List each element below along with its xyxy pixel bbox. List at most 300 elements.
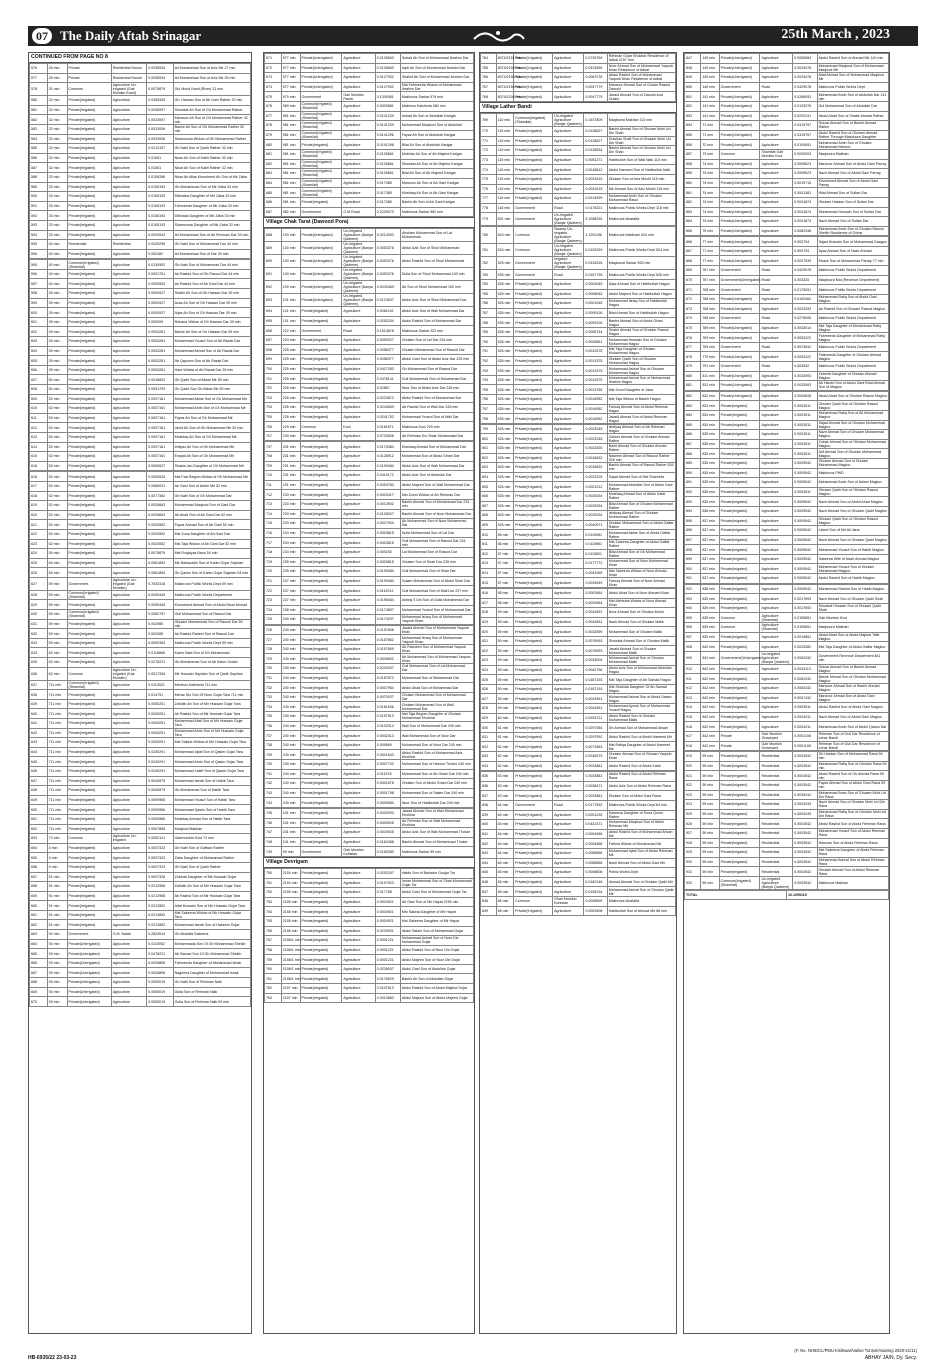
serial-cell: 890	[685, 468, 701, 478]
serial-cell: 747	[265, 828, 282, 838]
serial-cell: 674	[265, 82, 282, 92]
ownership-cell: Private(Irrigated)	[514, 194, 553, 204]
table-row	[685, 92, 889, 102]
ownership-cell: Private(Unirrigated)	[67, 987, 111, 997]
owner-cell: Mohammad Yousuf Son of Abdul Rehman Rana	[817, 828, 888, 838]
area-cell: 0.0005251	[147, 719, 174, 729]
table-row	[265, 345, 474, 355]
owner-cell: Makhroos Maidhani 524 min	[607, 227, 675, 244]
area-cell: 0.0212968	[147, 891, 174, 901]
table-row	[30, 862, 251, 872]
serial-cell: 824	[481, 665, 497, 675]
land-schedule-table	[29, 63, 251, 259]
owner-cell: Ghulam Ahmad Son of Ghulam Mohammad Magloo	[817, 458, 888, 468]
ownership-cell: Private(Irrigated)	[67, 413, 111, 423]
land-type-cell: Agriculture	[760, 140, 793, 150]
area-cell: 0.0055019	[147, 997, 174, 1007]
table-row	[265, 664, 474, 674]
area-cell: 0.0041381	[793, 188, 817, 198]
ownership-cell: Private(Irrigated)	[300, 712, 342, 722]
serial-cell: 707	[265, 442, 282, 452]
owner-cell: Public Works Dept	[607, 868, 675, 878]
land-type-cell: Agriculture	[553, 155, 584, 165]
serial-cell: 909	[685, 651, 701, 664]
table-row	[481, 279, 676, 289]
area-cell: 0.0003542	[793, 752, 817, 762]
khasra-cell: 839 min	[701, 632, 719, 642]
area-cell: 0.0003542	[793, 838, 817, 848]
owner-cell: Manzoor Ahmad Son of Gulam Rasool Zarooki	[607, 82, 675, 92]
table-row	[685, 497, 889, 507]
owner-cell: Mukhtar Ah Son of Ab Majeed Karigar	[400, 149, 473, 159]
land-schedule-table	[264, 53, 474, 217]
area-cell: 0.0007858	[147, 824, 174, 834]
area-cell: 0.0032593	[793, 371, 817, 381]
table-row	[30, 404, 251, 414]
owner-cell: Nageena Daughter of Mohammad Ishak	[173, 968, 250, 978]
owner-cell: Nazir Ahmad Son of Ghulam Qadir Magloo	[817, 506, 888, 516]
serial-cell: 667	[30, 968, 48, 978]
owner-cell: Gh Qadir Son of Akbar Mir 50 min	[173, 375, 250, 385]
owner-cell: Mohammad Son of Abdul Ghani Dar	[400, 452, 473, 462]
ownership-cell: Private(Irrigated)	[719, 712, 760, 722]
serial-cell: 629	[30, 600, 48, 610]
khasra-cell: 526 min	[496, 424, 514, 434]
land-type-cell: Agriculture	[342, 750, 375, 760]
table-row	[30, 814, 251, 824]
newspaper-logo	[468, 27, 528, 45]
serial-cell: 634	[30, 648, 48, 658]
ownership-cell: Private(Irrigated)	[300, 798, 342, 808]
area-cell: 0.0442371	[584, 820, 607, 830]
area-cell: 0.0040879	[147, 786, 174, 796]
table-row	[685, 401, 889, 411]
table-row	[685, 159, 889, 169]
serial-cell: 930	[685, 857, 701, 867]
area-cell: 0.0175384	[375, 442, 400, 452]
ownership-cell: Private(Irrigated)	[514, 752, 553, 762]
area-cell: 0.0007161	[147, 394, 174, 404]
area-cell: 0.1613878	[375, 326, 400, 336]
table-row	[685, 140, 889, 150]
owner-cell: Mohammad Amin Son of Abdul Qadoo Dar	[817, 722, 888, 732]
serial-cell: 624	[30, 549, 48, 559]
khasra-cell: 768 min	[701, 294, 719, 304]
land-type-cell: Agriculture	[342, 159, 375, 169]
table-row	[265, 897, 474, 907]
area-cell: 0.0478221	[147, 949, 174, 959]
owner-cell: Gul Mohammad Son of Abdullah Dar	[817, 101, 888, 111]
khasra-cell: 64 min	[496, 800, 514, 810]
khasra-cell: 980 min	[281, 101, 300, 111]
land-type-cell: Agriculture	[342, 412, 375, 422]
ownership-cell: Common(Irrigated) (Shamilat)	[514, 113, 553, 126]
area-cell: 0.0181871	[375, 422, 400, 432]
khasra-cell: 842 min	[701, 664, 719, 674]
area-cell: 0.0106193	[147, 192, 174, 202]
khasra-cell: 711 min	[47, 757, 67, 767]
ownership-cell: Private(Irrigated)	[67, 853, 111, 863]
table-row	[685, 420, 889, 430]
owner-cell: Sajad Ahmad Son of Ghulam Mohammad Magloo	[817, 420, 888, 430]
table-row	[685, 111, 889, 121]
ownership-cell: Private(Irrigated)	[300, 760, 342, 770]
ownership-cell: Private(Irrigated)	[719, 584, 760, 594]
serial-cell: 845	[481, 868, 497, 878]
khasra-cell: 91 min	[47, 910, 67, 920]
khasra-cell: 981 min	[281, 111, 300, 121]
land-type-cell: Agriculture	[553, 656, 584, 666]
table-row	[481, 155, 676, 165]
land-type-cell: Agriculture	[111, 891, 146, 901]
table-row	[265, 964, 474, 974]
owner-cell: Gh Mohammad Son of Rasool Dar	[400, 364, 473, 374]
serial-cell: 818	[481, 608, 497, 618]
serial-cell: 692	[265, 281, 282, 294]
khasra-cell: 100 min	[281, 268, 300, 281]
land-type-cell: Residential	[760, 819, 793, 829]
area-cell: 0.0007432	[793, 693, 817, 703]
area-cell: 0.0141239	[375, 111, 400, 121]
area-cell: 0.0199484	[375, 576, 400, 586]
khasra-cell: 59 min	[47, 638, 67, 648]
land-type-cell: Agriculture	[342, 779, 375, 789]
khasra-cell: 711 min	[47, 690, 67, 700]
khasra-cell: 2156/1 min	[281, 955, 300, 965]
table-row	[30, 73, 251, 83]
owner-cell: Mst Taja Daughter of Abdul Gaffar Magloo	[817, 642, 888, 652]
ownership-cell: Private(Irrigated)	[719, 554, 760, 564]
ownership-cell: Private(Unirrigated)	[719, 207, 760, 217]
ownership-cell: Common(Irrigated) (Shamilat)	[67, 590, 111, 600]
owner-cell: Mohammad Ashraf Son of Noor Din Mohammad Gojar	[400, 936, 473, 946]
ownership-cell: Government	[719, 82, 760, 92]
land-type-cell: Agriculture	[111, 260, 146, 270]
owner-cell: Abdul Rashid Son of Ghulam Ahmad Rather Through Masdoora Daughter	[817, 130, 888, 140]
owner-cell: Mohammad Yousuf Son of Habib Tara	[173, 795, 250, 805]
owner-cell: Mohammada Son Of Gh Mohammad Sheikh	[173, 939, 250, 949]
table-row	[685, 809, 889, 819]
area-cell: 0.0016952	[584, 395, 607, 405]
area-cell: 0.0003417	[375, 490, 400, 500]
serial-cell: 724	[265, 605, 282, 615]
table-row	[481, 257, 676, 270]
khasra-cell: 711 min	[47, 728, 67, 738]
table-row	[481, 906, 676, 916]
owner-cell: Subad Ah Son of Mohammad Ibrahim Dar	[400, 54, 473, 64]
land-type-cell: Agriculture	[111, 987, 146, 997]
ownership-cell: Private(Irrigated)	[514, 404, 553, 414]
ownership-cell: Private(Irrigated)	[300, 625, 342, 635]
ownership-cell: Private(Unirrigated)	[719, 304, 760, 314]
masthead	[28, 26, 918, 46]
land-type-cell: Agriculture	[111, 423, 146, 433]
land-type-cell: Agriculture	[553, 868, 584, 878]
table-row	[265, 692, 474, 702]
khasra-cell: 842 min	[701, 712, 719, 722]
serial-cell: 753	[265, 897, 282, 907]
khasra-cell: 52 min	[47, 481, 67, 491]
area-cell: 0.0009445	[147, 590, 174, 600]
area-cell: 0.0429078	[793, 82, 817, 92]
land-type-cell: Agriculture	[111, 279, 146, 289]
ownership-cell: Private(Irrigated)	[300, 461, 342, 471]
serial-cell: 645	[30, 757, 48, 767]
land-type-cell: Agriculture	[342, 101, 375, 111]
serial-cell: 766	[481, 73, 497, 83]
table-row	[30, 539, 251, 549]
table-row	[685, 664, 889, 674]
table-row	[30, 96, 251, 106]
khasra-cell: 59 min	[701, 876, 719, 889]
area-cell: 0.017385	[375, 197, 400, 207]
area-cell: 0.017385	[375, 178, 400, 188]
table-row	[30, 709, 251, 719]
owner-cell: Abdul Rashid Son of Abdul Hameed Mir	[607, 732, 675, 742]
khasra-cell: 39 min	[47, 289, 67, 299]
owner-cell: Abdul Aziz Son of Abdul Rehman Rana	[607, 781, 675, 791]
khasra-cell: 59 min	[496, 684, 514, 694]
khasra-cell: 52 min	[47, 529, 67, 539]
land-type-cell: Agriculture	[342, 442, 375, 452]
land-type-cell: Agriculture	[553, 539, 584, 549]
khasra-cell: 59 min	[701, 838, 719, 848]
ownership-cell: Private(Irrigated)	[67, 105, 111, 115]
land-type-cell: Agriculture	[342, 140, 375, 150]
govt-note: (F. No. NHIDCL/PMU Kishtwar/Vailoo Tunnel/Awaring 2020-21/11)	[794, 1348, 917, 1353]
ownership-cell: Private(Irrigated)	[514, 636, 553, 646]
table-row	[685, 449, 889, 459]
area-cell: 0.009669	[375, 740, 400, 750]
owner-cell: Mohammad Yousuf Son of Ab Razak Dar	[173, 337, 250, 347]
serial-cell: 805	[481, 482, 497, 492]
owner-cell: Nazir Ahmad Son of Abdul Gani Mir	[607, 858, 675, 868]
land-type-cell: Agriculture	[111, 501, 146, 511]
ownership-cell: Private(Unirrigated)	[719, 101, 760, 111]
khasra-cell: 116 min	[496, 203, 514, 213]
owner-cell: Mir Bahauddin Son of Karim Gojar Sayidan	[173, 558, 250, 568]
serial-cell: 669	[30, 987, 48, 997]
owner-cell: Khursheed Ahmad Son of Abdul Nisar Ahmad	[173, 600, 250, 610]
table-row	[265, 557, 474, 567]
khasra-cell: 2157 min	[281, 993, 300, 1003]
khasra-cell: 62 min	[47, 648, 67, 658]
serial-cell: 838	[481, 800, 497, 810]
khasra-cell: 59 min	[701, 800, 719, 810]
ownership-cell: Private(Unirrigated)	[300, 229, 342, 242]
land-schedule-table	[29, 471, 251, 1006]
area-cell: 0.0016832	[584, 463, 607, 473]
khasra-cell: 835 min	[701, 468, 719, 478]
serial-cell: 683	[265, 169, 282, 179]
land-type-cell: Agriculture	[760, 594, 793, 604]
land-type-cell: Agriculture	[342, 73, 375, 83]
owner-cell: Gh Ahmad Son of Mohammad Ahsan	[607, 723, 675, 733]
area-cell: 0.0009542	[793, 526, 817, 536]
owner-cell: Hilal Ahmad Son of Sultan Dar	[817, 188, 888, 198]
area-cell: 0.0037939	[793, 256, 817, 266]
land-schedule-table	[264, 808, 474, 857]
area-cell: 0.0041069	[584, 568, 607, 578]
land-type-cell: Agriculture	[553, 559, 584, 569]
area-cell: 0.0106193	[147, 211, 174, 221]
ownership-cell: Private(Irrigated)	[67, 211, 111, 221]
land-type-cell: Residential	[760, 780, 793, 790]
khasra-cell: 40 min	[47, 240, 67, 250]
ownership-cell: Private(Irrigated)	[67, 163, 111, 173]
serial-cell: 755	[265, 916, 282, 926]
area-cell: 0.0067278	[584, 73, 607, 83]
owner-cell: Ab Gani Son of Mir Hayat 2155 min	[400, 897, 473, 907]
ownership-cell: Government	[514, 213, 553, 226]
table-row	[481, 375, 676, 385]
khasra-cell: 141 min	[701, 111, 719, 121]
serial-cell: 740	[265, 760, 282, 770]
owner-cell: Abdul Aziz Son of Wali Mohammad Dar	[400, 307, 473, 317]
area-cell: 0.0003542	[793, 867, 817, 877]
owner-cell: Mohammad Ayoub Son of Mohammad Yousuf Hagoo	[607, 704, 675, 714]
table-row	[481, 598, 676, 608]
ownership-cell: Private(Irrigated)	[719, 857, 760, 867]
owner-cell: Showkat Hussain Son of Ghulam Qadir Shah	[817, 603, 888, 613]
land-type-cell: Agriculture	[342, 355, 375, 365]
ownership-cell: Private(Irrigated)	[514, 63, 553, 73]
serial-cell: 762	[265, 984, 282, 994]
serial-cell: 595	[30, 240, 48, 250]
table-row	[481, 568, 676, 578]
serial-cell: 717	[265, 538, 282, 548]
khasra-cell: 77 min	[701, 246, 719, 256]
owner-cell: Azaz Ah Son of Gh Hassan Dar 39 min	[173, 298, 250, 308]
table-row	[265, 993, 474, 1003]
land-type-cell: Residential	[760, 800, 793, 810]
owner-cell: Bashir Ahmad Son of Rasool Rather 526 min	[607, 463, 675, 473]
owner-cell: Mst Taja Daughter of Ab Samad Hagoo	[607, 675, 675, 685]
khasra-cell: 140 min	[701, 82, 719, 92]
owner-cell: Zahidin Ah Son of Mir Hussain Gojar Tara	[173, 699, 250, 709]
land-type-cell: Agriculture	[111, 269, 146, 279]
ownership-cell: Private(Irrigated)	[67, 289, 111, 299]
table-row	[685, 478, 889, 488]
land-type-cell: Residential	[760, 828, 793, 838]
owner-cell: Ghulam Son of Abdul Ghani Dar 240 min	[400, 779, 473, 789]
khasra-cell: 39 min	[47, 365, 67, 375]
owner-cell: Mst Sakeena Daughter of Mir Hayat	[400, 916, 473, 926]
owner-cell: Mohammad Abdullah Son of Abdul Gani Rather	[607, 482, 675, 492]
land-type-cell: Agriculture	[342, 974, 375, 984]
area-cell: 0.0023225	[584, 472, 607, 482]
ownership-cell: Private(Unirrigated)	[719, 256, 760, 266]
table-row	[30, 520, 251, 530]
area-cell: 0.0025295	[147, 240, 174, 250]
khasra-cell: 835 min	[701, 449, 719, 459]
ownership-cell: Private(Irrigated)	[300, 974, 342, 984]
serial-cell: 803	[481, 463, 497, 473]
owner-cell: Maqboora Sarkar 525 min	[607, 257, 675, 270]
table-row	[30, 365, 251, 375]
khasra-cell: 526 min	[496, 491, 514, 501]
serial-cell: 842	[481, 839, 497, 849]
ownership-cell: Private(Unirrigated)	[719, 217, 760, 227]
owner-cell: Rehman Gojar Khokhar Residence of Adbal 2157 min	[607, 54, 675, 64]
land-type-cell: G.M Road	[342, 207, 375, 217]
khasra-cell: 526 min	[496, 472, 514, 482]
ownership-cell: Private(Irrigated)	[514, 308, 553, 318]
owner-cell: Shabir Ah Son of Gh Hassan Dar 39 min	[173, 289, 250, 299]
table-row	[30, 269, 251, 279]
ownership-cell: Private(Irrigated)	[67, 115, 111, 125]
khasra-cell: 981 min	[281, 197, 300, 207]
table-row	[265, 547, 474, 557]
ownership-cell: Private(Irrigated)	[67, 249, 111, 259]
owner-cell: Zubeda Daughter of Mir Hussain Gojar	[173, 872, 250, 882]
table-row	[30, 629, 251, 639]
serial-cell: 798	[481, 414, 497, 424]
land-type-cell: Agriculture	[342, 964, 375, 974]
area-cell: 0.0243659	[375, 403, 400, 413]
table-row	[481, 694, 676, 704]
ownership-cell: Private(Irrigated)	[67, 220, 111, 230]
owner-cell: Manzoor Ah Son of Ab Gani Karigar	[400, 178, 473, 188]
area-cell: 0.0141296	[375, 140, 400, 150]
ownership-cell: Private(Irrigated)	[300, 818, 342, 828]
ownership-cell: Private(Irrigated)	[514, 723, 553, 733]
serial-cell: 616	[30, 472, 48, 482]
owner-cell: Ramzan Son of Abdul Rehman Rana	[817, 838, 888, 848]
serial-cell: 610	[30, 404, 48, 414]
ownership-cell: Private(Irrigated)	[300, 140, 342, 150]
ownership-cell: Private(Unirrigated)	[719, 169, 760, 179]
khasra-cell: 526 min	[496, 395, 514, 405]
serial-cell: 611	[30, 413, 48, 423]
serial-cell: 701	[265, 374, 282, 384]
khasra-cell: 101 min	[281, 316, 300, 326]
ownership-cell: Private(Irrigated)	[67, 738, 111, 748]
land-type-cell: Agriculture	[553, 906, 584, 916]
serial-cell: 799	[481, 424, 497, 434]
table-row	[481, 617, 676, 627]
table-row	[685, 867, 889, 877]
land-type-cell: Gair Mumkin Kohistan	[342, 847, 375, 857]
land-type-cell: Agriculture	[553, 63, 584, 73]
owner-cell: Ab Rehman S/o Shair Mohammad Dar	[400, 431, 473, 441]
owner-cell: Ghulam Mohammad Son of Abdul Gaffar Rather	[608, 521, 674, 530]
owner-cell: Wali Son of Mohammad Dar 240 min	[400, 721, 473, 731]
table-row	[685, 294, 889, 304]
land-type-cell: Agriculture	[111, 452, 146, 462]
area-cell: 0.0003281	[147, 356, 174, 366]
serial-cell: 775	[481, 174, 497, 184]
khasra-cell: 63 min	[496, 791, 514, 801]
owner-cell: Imran Mohammad Son of Shair Mohammad Gojar Tar	[401, 878, 472, 887]
khasra-cell: 116 min	[496, 194, 514, 204]
ownership-cell: Private(Irrigated)	[300, 538, 342, 548]
ownership-cell: Private(Irrigated)	[719, 430, 760, 440]
khasra-cell: 77 min	[701, 256, 719, 266]
table-row	[30, 289, 251, 299]
area-cell: 0.0025851	[584, 337, 607, 347]
area-cell: 0.0051271	[584, 155, 607, 165]
khasra-cell: 54 min	[47, 549, 67, 559]
serial-cell: 815	[481, 578, 497, 588]
land-type-cell: Agriculture	[760, 237, 793, 247]
khasra-cell: 62 min	[496, 752, 514, 762]
land-type-cell: Agriculture	[342, 364, 375, 374]
owner-cell: Gull Mohammad Son of Rasool Dar	[173, 610, 250, 620]
area-cell: 0.0293721	[584, 713, 607, 723]
table-row	[30, 757, 251, 767]
owner-cell: Makhroos Mustaffa	[607, 213, 675, 226]
